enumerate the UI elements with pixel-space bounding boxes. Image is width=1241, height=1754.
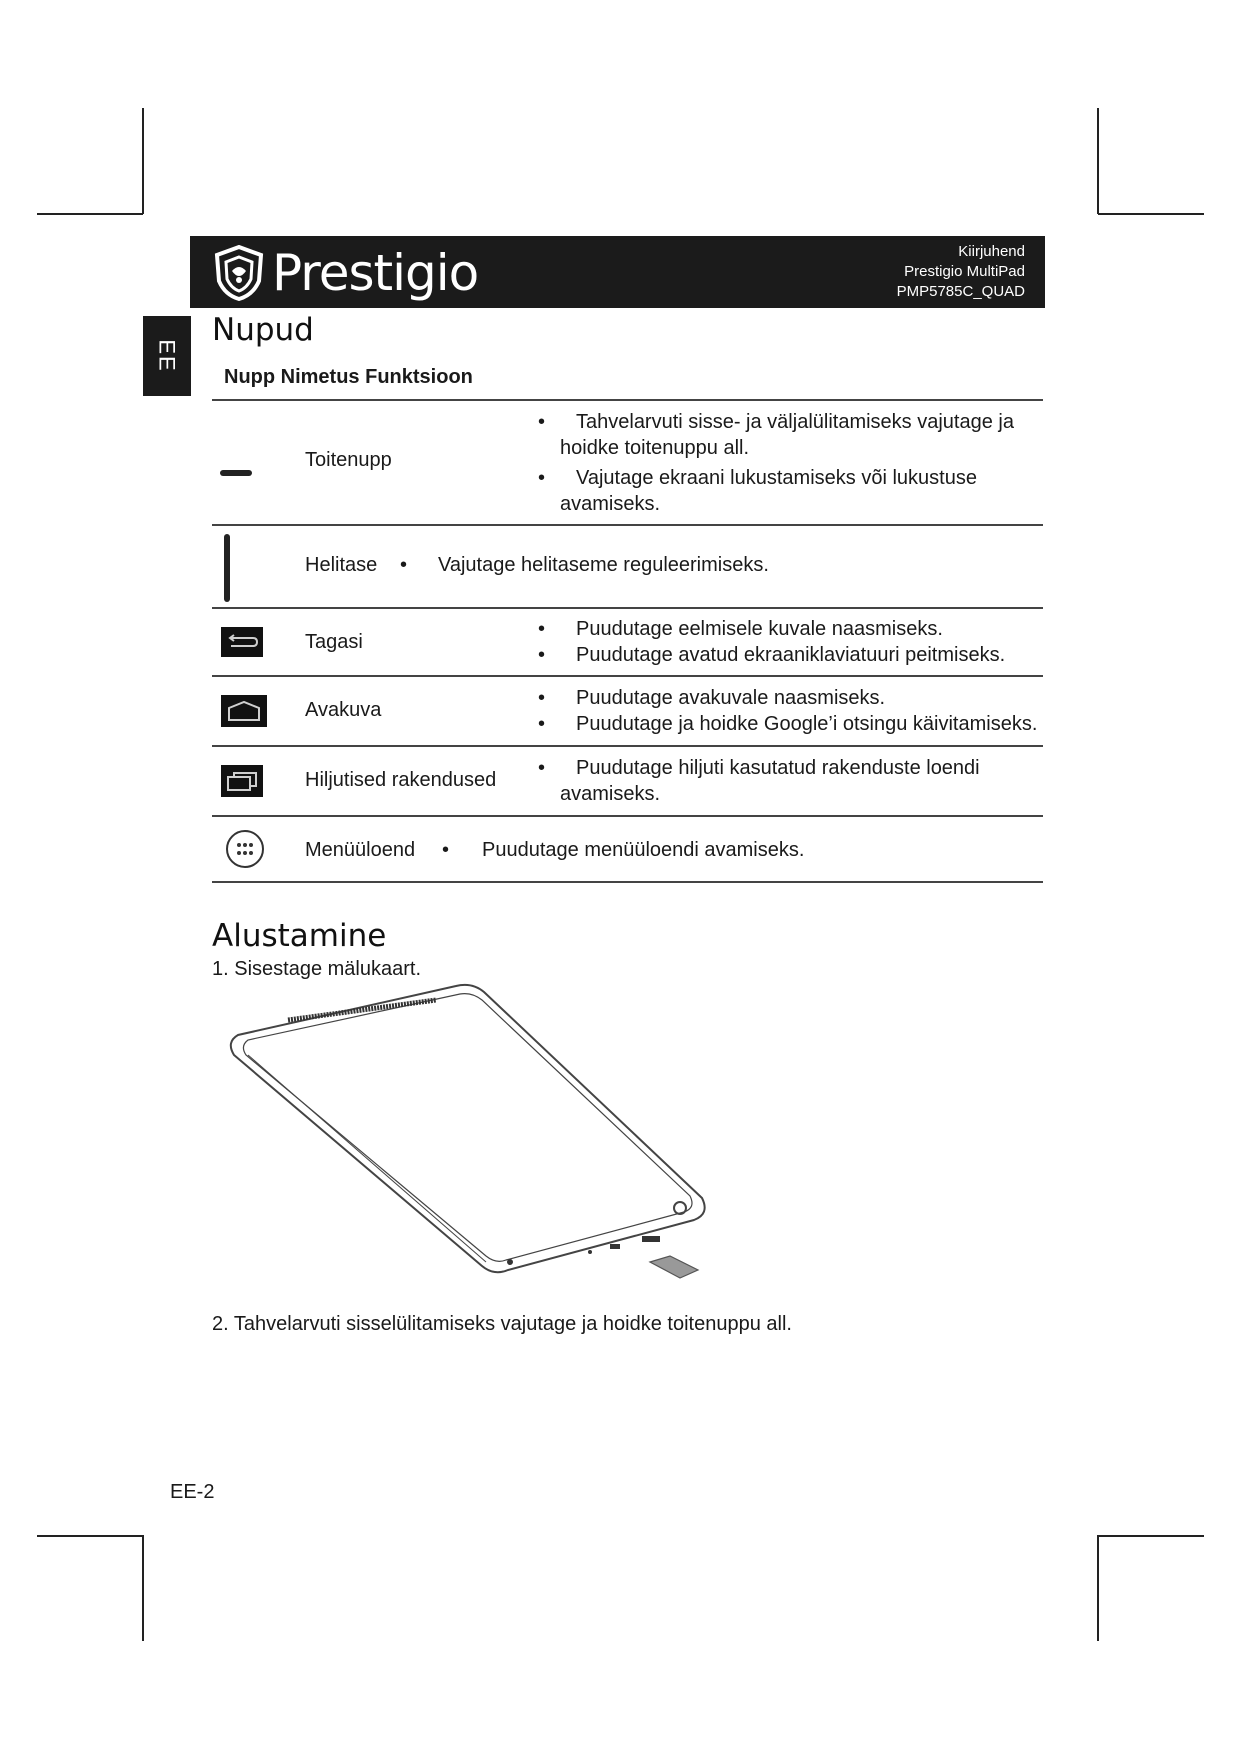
bullet: •: [442, 839, 450, 861]
function-list: [544, 685, 1039, 737]
crop-mark: [1098, 1535, 1204, 1537]
model-number: PMP5785C_QUAD: [896, 283, 1025, 300]
function-list: [544, 755, 1024, 807]
table-row: [212, 747, 1043, 815]
function-text: Vajutage helitaseme reguleerimiseks.: [438, 554, 769, 576]
header-banner: [190, 236, 1045, 308]
crop-mark: [1098, 213, 1204, 215]
crop-mark: [1097, 1535, 1099, 1641]
language-code: EE: [154, 339, 180, 373]
list-item: • Puudutage hiljuti kasutatud rakenduste loendi avamiseks.: [544, 755, 1024, 807]
table-row: [212, 677, 1043, 745]
page-number: EE-2: [170, 1481, 215, 1503]
table-row: [212, 401, 1043, 523]
app-menu-icon: [225, 829, 265, 874]
function-list: [544, 409, 1034, 517]
step-2: 2. Tahvelarvuti sisselülitamiseks vajutage ja hoidke toitenuppu all.: [212, 1313, 792, 1335]
product-line: Prestigio MultiPad: [904, 263, 1025, 280]
function-list: [544, 616, 1039, 668]
prestigio-crest-icon: [212, 245, 266, 301]
doc-type: Kiirjuhend: [958, 243, 1025, 260]
button-name: Toitenupp: [305, 449, 392, 471]
table-header: Nupp Nimetus Funktsioon: [224, 366, 473, 388]
button-name: Tagasi: [305, 631, 363, 653]
function-text: Puudutage menüüloendi avamiseks.: [482, 839, 805, 861]
crop-mark: [1097, 108, 1099, 214]
crop-mark: [142, 108, 144, 214]
brand-name: Prestigio: [272, 244, 479, 302]
crop-mark: [142, 1535, 144, 1641]
button-name: Menüüloend: [305, 839, 416, 861]
list-item: • Puudutage eelmisele kuvale naasmiseks.: [544, 616, 1039, 642]
recent-apps-icon: [221, 765, 263, 802]
back-icon: [221, 627, 263, 662]
language-tab: [143, 316, 191, 396]
table-row: [212, 609, 1043, 675]
list-item: • Vajutage ekraani lukustamiseks või lukustuse avamiseks.: [544, 465, 1034, 517]
section-title-buttons: Nupud: [212, 312, 314, 348]
button-name: Helitase: [305, 554, 378, 576]
list-item: • Puudutage ja hoidke Google’i otsingu käivitamiseks.: [544, 711, 1039, 737]
bullet: •: [400, 554, 408, 576]
document-meta: [897, 242, 1025, 302]
table-row: [212, 817, 1043, 881]
button-name: Hiljutised rakendused: [305, 769, 497, 791]
crop-mark: [37, 213, 143, 215]
section-title-getting-started: Alustamine: [212, 918, 387, 954]
table-row: [212, 526, 1043, 608]
brand-logo: [212, 245, 478, 301]
list-item: • Puudutage avakuvale naasmiseks.: [544, 685, 1039, 711]
tablet-memory-card-illustration: [224, 980, 724, 1295]
button-name: Avakuva: [305, 699, 382, 721]
home-icon: [221, 695, 267, 732]
step-1: 1. Sisestage mälukaart.: [212, 958, 421, 980]
list-item: • Puudutage avatud ekraaniklaviatuuri peitmiseks.: [544, 642, 1039, 668]
table-rule: [212, 881, 1043, 883]
volume-button-icon: [222, 534, 232, 607]
list-item: • Tahvelarvuti sisse- ja väljalülitamiseks vajutage ja hoidke toitenuppu all.: [544, 409, 1034, 461]
crop-mark: [37, 1535, 143, 1537]
power-button-icon: [220, 465, 252, 483]
